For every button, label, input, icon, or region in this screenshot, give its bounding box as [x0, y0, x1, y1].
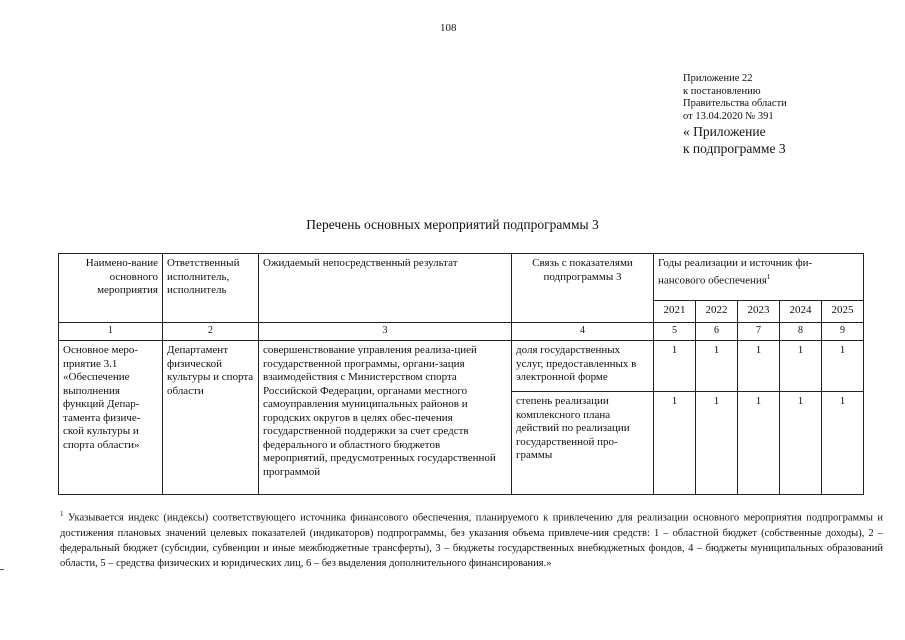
- header-result: Ожидаемый непосредственный результат: [259, 254, 512, 323]
- header-link: Связь с показателями подпрограммы 3: [512, 254, 654, 323]
- measures-table: [58, 253, 864, 495]
- appendix-line: « Приложение: [683, 124, 766, 139]
- appendix-block: [683, 73, 787, 157]
- footnote-text: Указывается индекс (индексы) соответствующего источника финансового обеспечения, планируемого к привлечению для реализации основного мероприятия подпрограммы и достижения плановых значений целевых показателей (индикаторов) подпрограммы, без указания объема привлече-ния средств: 1 – областной бюджет (собственные доходы), 2 – федеральный бюджет (субсидии, субвенции и иные межбюджетные трансферты), 3 – бюджеты государственных внебюджетных фондов, 4 – бюджеты муниципальных образований области, 5 – средства физических и юридических лиц, 6 – без выделения дополнительного финансирования.»: [60, 512, 883, 569]
- indicator-value: 1: [780, 392, 822, 495]
- year-header: 2025: [822, 301, 864, 323]
- indicator-value: 1: [696, 341, 738, 392]
- measure-executor: Департамент физической культуры и спорта области: [163, 341, 259, 495]
- margin-mark: [0, 569, 4, 570]
- column-number: 6: [696, 323, 738, 341]
- column-number: 2: [163, 323, 259, 341]
- year-header: 2024: [780, 301, 822, 323]
- column-number: 7: [738, 323, 780, 341]
- footnote-mark: 1: [766, 272, 771, 281]
- indicator-text: степень реализации комплексного плана действий по реализации государственной про-граммы: [512, 392, 654, 495]
- footnote-mark: 1: [60, 510, 64, 518]
- measure-result: совершенствование управления реализа-цией государственной программы, органи-зация взаимодействия с Министерством спорта Российской Федерации, органами местного самоуправления муниципальных районов и городских округов в целях обес-печения государственной поддержки за счет средств федерального и областного бюджетов мероприятий, предусмотренных государственной программой: [259, 341, 512, 495]
- indicator-value: 1: [738, 341, 780, 392]
- appendix-line: Приложение 22: [683, 73, 753, 84]
- document-title: Перечень основных мероприятий подпрограммы 3: [306, 217, 599, 232]
- indicator-value: 1: [822, 341, 864, 392]
- column-number: 9: [822, 323, 864, 341]
- appendix-line: от 13.04.2020 № 391: [683, 110, 774, 122]
- footnote: [60, 507, 883, 571]
- measure-name: Основное меро-приятие 3.1 «Обеспечение выполнения функций Депар-тамента физиче-ской культуры и спорта области»: [59, 341, 163, 495]
- column-number: 3: [259, 323, 512, 341]
- indicator-text: доля государственных услуг, предоставленных в электронной форме: [512, 341, 654, 392]
- year-header: 2023: [738, 301, 780, 323]
- column-number: 4: [512, 323, 654, 341]
- appendix-line: к подпрограмме 3: [683, 141, 786, 156]
- header-name: Наимено-вание основного мероприятия: [59, 254, 163, 323]
- appendix-line: Правительства области: [683, 98, 787, 109]
- year-header: 2021: [654, 301, 696, 323]
- column-number: 8: [780, 323, 822, 341]
- header-years-text: Годы реализации и источник фи-нансового обеспечения: [658, 257, 813, 287]
- appendix-line: к постановлению: [683, 85, 761, 97]
- column-number: 5: [654, 323, 696, 341]
- header-years: [654, 254, 864, 301]
- page-number: 108: [440, 22, 457, 34]
- indicator-value: 1: [696, 392, 738, 495]
- indicator-value: 1: [654, 341, 696, 392]
- indicator-value: 1: [780, 341, 822, 392]
- indicator-value: 1: [654, 392, 696, 495]
- year-header: 2022: [696, 301, 738, 323]
- header-executor: Ответственный исполнитель, исполнитель: [163, 254, 259, 323]
- indicator-value: 1: [738, 392, 780, 495]
- column-number: 1: [59, 323, 163, 341]
- indicator-value: 1: [822, 392, 864, 495]
